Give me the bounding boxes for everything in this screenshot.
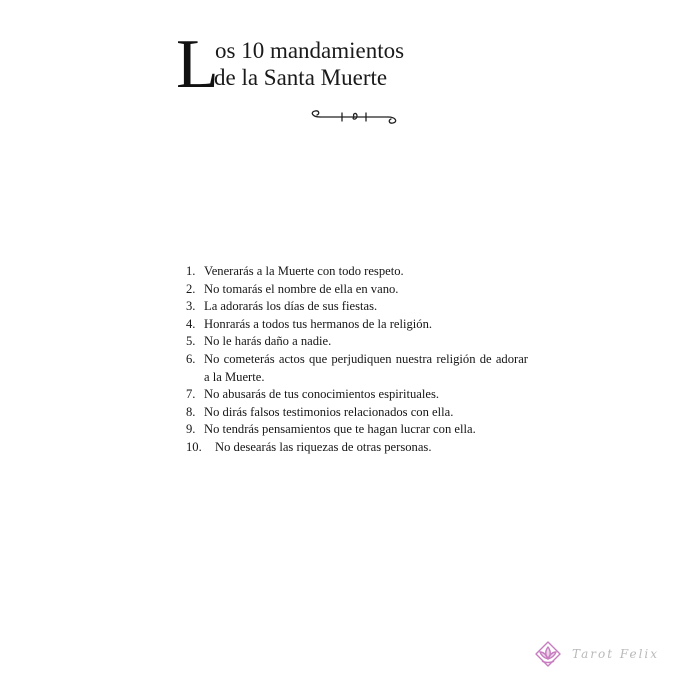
item-text: No le harás daño a nadie. (204, 334, 332, 349)
item-number: 10. (186, 439, 202, 454)
list-item (186, 298, 528, 316)
list-item (186, 263, 528, 281)
page-title (176, 26, 536, 104)
list-item (186, 386, 528, 404)
item-text: No desearás las riquezas de otras personas. (215, 439, 432, 454)
item-number: 3. (186, 299, 196, 314)
item-number: 7. (186, 387, 196, 402)
list-item (186, 281, 528, 299)
list-item (186, 316, 528, 334)
lotus-logo-icon (534, 640, 562, 668)
item-number: 4. (186, 316, 196, 331)
item-text: No abusarás de tus conocimientos espirituales. (204, 387, 440, 402)
item-text: No tomarás el nombre de ella en vano. (204, 281, 399, 296)
item-text: Honrarás a todos tus hermanos de la religión. (204, 316, 433, 331)
item-text: Venerarás a la Muerte con todo respeto. (204, 264, 404, 278)
watermark-text: Tarot Felix (572, 647, 660, 661)
item-text: La adorarás los días de sus fiestas. (204, 299, 378, 314)
flourish-divider-icon (308, 108, 400, 126)
item-number: 5. (186, 334, 196, 349)
title-line-1: os 10 mandamientos (215, 38, 405, 63)
list-item (186, 351, 528, 386)
item-number: 9. (186, 422, 196, 437)
item-text: No tendrás pensamientos que te hagan lucrar con ella. (204, 422, 476, 437)
list-item (186, 404, 528, 422)
list-item (186, 439, 528, 457)
item-text: No dirás falsos testimonios relacionados con ella. (204, 404, 454, 419)
title-line-2: de la Santa Muerte (214, 65, 388, 90)
commandments-list (186, 263, 528, 457)
item-number: 2. (186, 281, 196, 296)
list-item (186, 333, 528, 351)
item-number: 1. (186, 264, 196, 278)
item-text: No cometerás actos que perjudiquen nuestra religión de adorar a la Muerte. (204, 351, 528, 384)
list-item (186, 421, 528, 439)
title-dropcap: L (176, 26, 219, 103)
item-number: 6. (186, 351, 196, 366)
watermark (534, 640, 664, 668)
item-number: 8. (186, 404, 196, 419)
